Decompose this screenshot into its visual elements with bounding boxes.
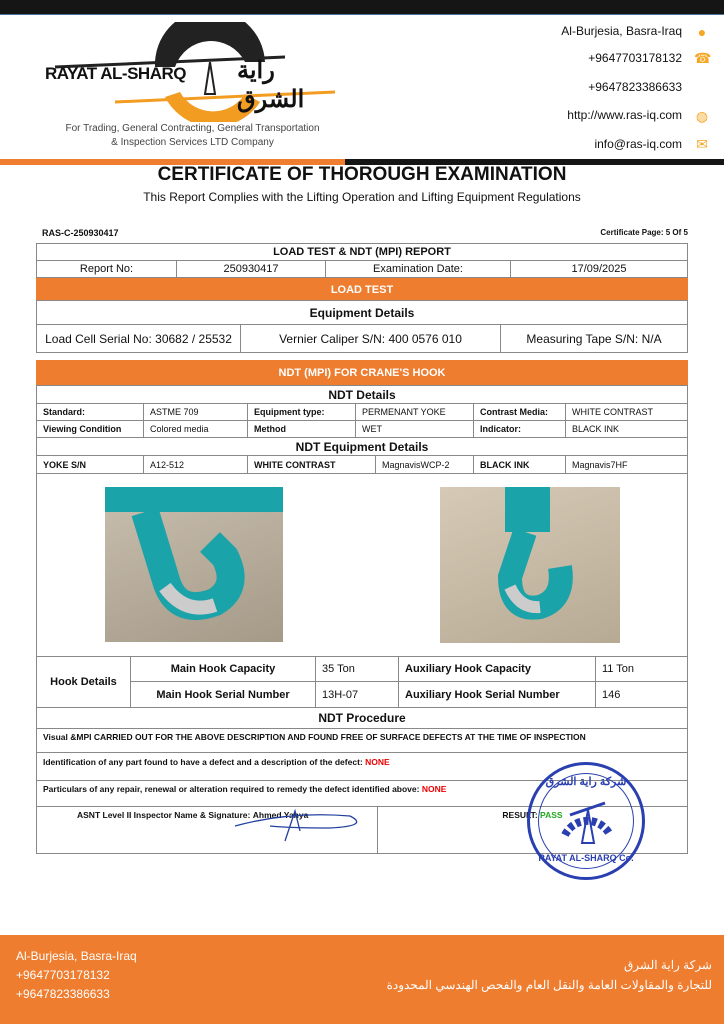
standard-label: Standard:	[36, 403, 144, 421]
main-hook-capacity: 35 Ton	[315, 656, 399, 682]
exam-date-label: Examination Date:	[325, 260, 511, 278]
report-no: 250930417	[176, 260, 326, 278]
repair-particulars-value: NONE	[421, 784, 447, 794]
report-no-label: Report No:	[36, 260, 177, 278]
viewing-condition-label: Viewing Condition	[36, 420, 144, 438]
tagline-line-2: & Inspection Services LTD Company	[111, 137, 274, 148]
procedure-statement: Visual &MPI CARRIED OUT FOR THE ABOVE DESCRIPTION AND FOUND FREE OF SURFACE DEFECTS AT THE TIME OF INSPECTION	[36, 728, 688, 753]
method-value: WET	[355, 420, 474, 438]
equipment-type-label: Equipment type:	[247, 403, 356, 421]
standard-value: ASTME 709	[143, 403, 248, 421]
aux-hook-capacity-label: Auxiliary Hook Capacity	[398, 656, 596, 682]
header-phone-1: +9647703178132	[588, 51, 682, 65]
repair-particulars-label: Particulars of any repair, renewal or alteration required to remedy the defect identified above:	[43, 784, 420, 794]
hook-details-label: Hook Details	[36, 656, 131, 708]
stamp-text-ar: شركة راية الشرق	[545, 776, 627, 788]
white-contrast-value: MagnavisWCP-2	[375, 455, 474, 474]
footer-phone-2: +9647823386633	[16, 987, 110, 1001]
certificate-subtitle: This Report Complies with the Lifting Operation and Lifting Equipment Regulations	[143, 190, 581, 204]
footer-contact	[16, 947, 137, 1004]
ndt-heading: NDT (MPI) FOR CRANE'S HOOK	[36, 360, 688, 385]
location-pin-icon: ●	[697, 24, 707, 40]
exam-date: 17/09/2025	[510, 260, 688, 278]
aux-hook-serial: 146	[595, 681, 688, 708]
viewing-condition-value: Colored media	[143, 420, 248, 438]
footer-company-desc-ar: للتجارة والمقاولات العامة والنقل العام والفحص الهندسي المحدودة	[386, 978, 712, 992]
result-label: RESULT:	[502, 810, 538, 820]
brand-ar: راية الشرق	[237, 57, 305, 113]
defect-identification-label: Identification of any part found to have a defect and a description of the defect:	[43, 757, 363, 767]
vernier-caliper-serial: Vernier Caliper S/N: 400 0576 010	[240, 324, 501, 353]
defect-identification-value: NONE	[365, 757, 390, 767]
aux-hook-capacity: 11 Ton	[595, 656, 688, 682]
ndt-details-heading: NDT Details	[36, 385, 688, 404]
report-heading: LOAD TEST & NDT (MPI) REPORT	[36, 243, 688, 261]
stamp-text-en: RAYAT AL-SHARQ Co.	[538, 853, 634, 863]
load-test-heading: LOAD TEST	[36, 278, 688, 301]
header-address: Al-Burjesia, Basra-Iraq	[561, 24, 682, 38]
result-value: PASS	[540, 810, 563, 820]
top-bar	[0, 0, 724, 15]
white-contrast-label: WHITE CONTRAST	[247, 455, 376, 474]
indicator-label: Indicator:	[473, 420, 566, 438]
footer-company-ar	[387, 955, 712, 995]
company-logo	[45, 22, 345, 122]
inspector-label: ASNT Level II Inspector Name & Signature:	[77, 810, 251, 820]
hook-photo-auxiliary	[440, 487, 620, 643]
tagline-line-1: For Trading, General Contracting, General Transportation	[65, 123, 320, 134]
inspector-name: Ahmed Yahya	[252, 810, 309, 820]
ndt-equipment-heading: NDT Equipment Details	[36, 437, 688, 456]
footer-address: Al-Burjesia, Basra-Iraq	[16, 949, 137, 963]
contrast-media-label: Contrast Media:	[473, 403, 566, 421]
method-label: Method	[247, 420, 356, 438]
main-hook-serial: 13H-07	[315, 681, 399, 708]
header-email[interactable]: info@ras-iq.com	[594, 137, 682, 151]
footer	[0, 935, 724, 1024]
brand-en: RAYAT AL-SHARQ	[45, 64, 186, 83]
equipment-type-value: PERMENANT YOKE	[355, 403, 474, 421]
phone-icon: ☎	[694, 50, 712, 66]
certificate-number: RAS-C-250930417	[42, 228, 119, 238]
hook-photo-main	[105, 487, 283, 642]
main-hook-serial-label: Main Hook Serial Number	[130, 681, 316, 708]
black-ink-value: Magnavis7HF	[565, 455, 688, 474]
black-ink-label: BLACK INK	[473, 455, 566, 474]
header-website[interactable]: http://www.ras-iq.com	[567, 108, 682, 122]
equipment-details-heading: Equipment Details	[36, 300, 688, 325]
main-hook-capacity-label: Main Hook Capacity	[130, 656, 316, 682]
email-icon: ✉	[696, 136, 708, 152]
yoke-label: YOKE S/N	[36, 455, 144, 474]
footer-phone-1: +9647703178132	[16, 968, 110, 982]
header-phone-2: +9647823386633	[588, 80, 682, 94]
globe-icon: ◍	[695, 108, 709, 124]
contrast-media-value: WHITE CONTRAST	[565, 403, 688, 421]
footer-company-name-ar: شركة راية الشرق	[623, 958, 712, 972]
aux-hook-serial-label: Auxiliary Hook Serial Number	[398, 681, 596, 708]
company-stamp	[527, 762, 645, 880]
ndt-procedure-heading: NDT Procedure	[36, 707, 688, 729]
certificate-title: CERTIFICATE OF THOROUGH EXAMINATION	[157, 164, 567, 185]
certificate-page: Certificate Page: 5 Of 5	[600, 228, 688, 237]
measuring-tape-serial: Measuring Tape S/N: N/A	[500, 324, 688, 353]
inspector-signature	[230, 806, 370, 846]
load-cell-serial: Load Cell Serial No: 30682 / 25532	[36, 324, 241, 353]
yoke-value: A12-512	[143, 455, 248, 474]
indicator-value: BLACK INK	[565, 420, 688, 438]
tagline	[20, 122, 365, 150]
